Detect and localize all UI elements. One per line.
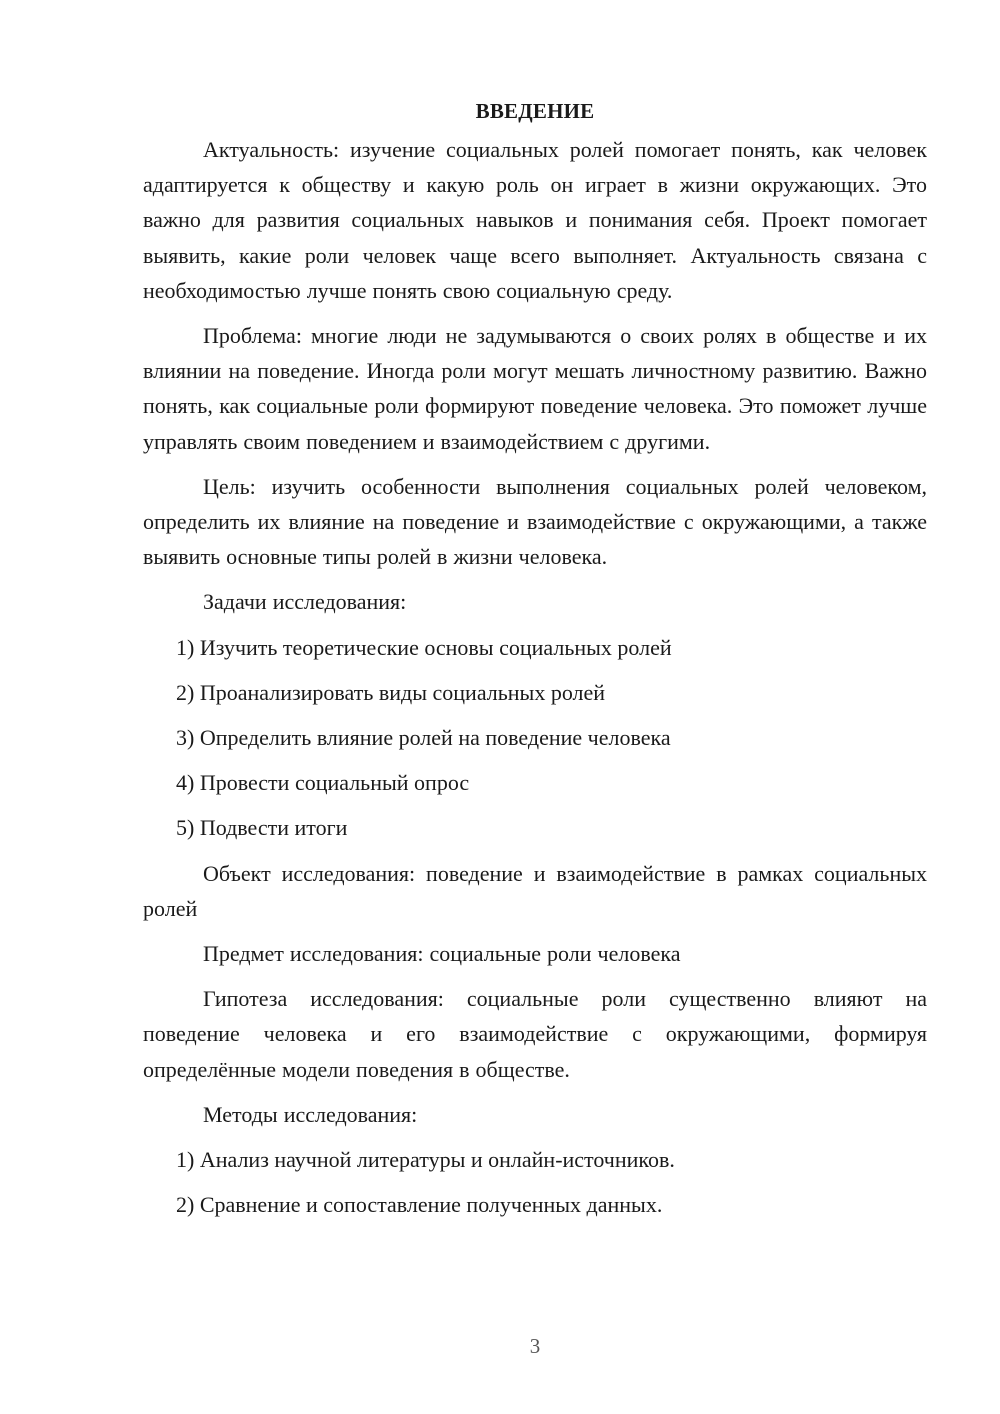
methods-heading: Методы исследования: bbox=[203, 1101, 418, 1127]
list-item: 4) Провести социальный опрос bbox=[176, 770, 470, 796]
goal-paragraph: Цель: изучить особенности выполнения социальных ролей человеком, определить их влияние на поведение и взаимодействие с окружающими, а также выявить основные типы ролей в жизни человека. bbox=[143, 473, 927, 570]
methods-list bbox=[143, 1142, 927, 1222]
list-item: 1) Изучить теоретические основы социальных ролей bbox=[176, 634, 672, 660]
list-item: 2) Проанализировать виды социальных ролей bbox=[176, 679, 606, 705]
document-body bbox=[143, 96, 927, 1232]
list-item: 2) Сравнение и сопоставление полученных данных. bbox=[176, 1192, 663, 1218]
subject-paragraph: Предмет исследования: социальные роли человека bbox=[203, 941, 681, 967]
list-item: 3) Определить влияние ролей на поведение человека bbox=[176, 725, 671, 751]
hypothesis-paragraph: Гипотеза исследования: социальные роли существенно влияют на поведение человека и его взаимодействие с окружающими, формируя определённые модели поведения в обществе. bbox=[143, 986, 927, 1082]
tasks-list bbox=[143, 630, 927, 846]
list-item: 5) Подвести итоги bbox=[176, 815, 348, 841]
object-paragraph: Объект исследования: поведение и взаимодействие в рамках социальных ролей bbox=[143, 860, 927, 921]
page-number: 3 bbox=[529, 1334, 541, 1358]
relevance-paragraph: Актуальность: изучение социальных ролей помогает понять, как человек адаптируется к обществу и какую роль он играет в жизни окружающих. Это важно для развития социальных навыков и понимания себя. Проект помогает выявить, какие роли человек чаще всего выполняет. Актуальность связана с необходимостью лучше понять свою социальную среду. bbox=[143, 137, 927, 303]
page-title: ВВЕДЕНИЕ bbox=[475, 99, 595, 123]
tasks-heading: Задачи исследования: bbox=[203, 589, 407, 615]
problem-paragraph: Проблема: многие люди не задумываются о своих ролях в обществе и их влиянии на поведение. Иногда роли могут мешать личностному развитию. Важно понять, как социальные роли формируют поведение человека. Это поможет лучше управлять своим поведением и взаимодействием с другими. bbox=[143, 323, 927, 454]
list-item: 1) Анализ научной литературы и онлайн-источников. bbox=[176, 1147, 675, 1173]
